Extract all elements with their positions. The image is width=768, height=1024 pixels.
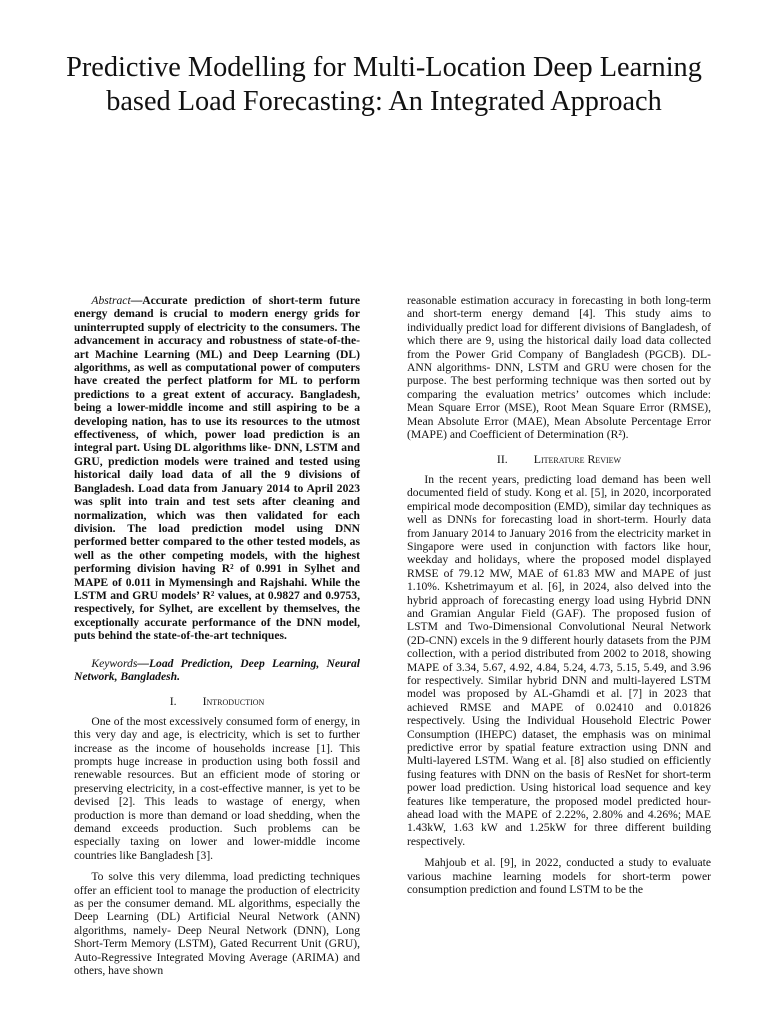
intro-paragraph-2: To solve this very dilemma, load predicting techniques offer an efficient tool to manage the production of electricity as per the consumer demand. ML algorithms, especially the Deep Learning (DL) Artificial Neural Network (ANN) algorithms, namely- Deep Neural Network (DNN), Long Short-Term Memory (LSTM), Gated Recurrent Unit (GRU), Auto-Regressive Integrated Moving Average (ARIMA) and others, have shown: [74, 870, 360, 978]
section-heading-literature-review: [407, 453, 711, 466]
intro-paragraph-1: One of the most excessively consumed form of energy, in this very day and age, is electricity, which is set to further increase as the income of households increase [1]. This prompts huge increase in production using both fossil and renewable resources. But an efficient mode of storing or preserving electricity, in a cost-effective manner, is yet to be devised [2]. This leads to wastage of energy, when production is more than demand or load shedding, when the demand exceeds production. Such problems can be especially taxing on lower and lower-middle income countries like Bangladesh [3].: [74, 714, 360, 862]
section-number: II.: [496, 452, 508, 467]
section-title: Introduction: [202, 694, 265, 709]
left-column: [74, 294, 360, 986]
section-title: Literature Review: [533, 452, 622, 467]
abstract-text: Accurate prediction of short-term future energy demand is crucial to modern energy grids for uninterrupted supply of electricity to the consumers. The advancement in accuracy and robustness of state-of-the-art Machine Learning (ML) and Deep Learning (DL) algorithms, as well as computational power of computers have created the perfect platform for ML to perform predictions to a great extent of accuracy. Bangladesh, being a lower-middle income and still aspiring to be a developing nation, has to use its resources to the utmost effectiveness, of which, power load prediction is an integral part. Using DL algorithms like- DNN, LSTM and GRU, prediction models were trained and tested using historical daily load data of all the 9 divisions of Bangladesh. Load data from January 2014 to April 2023 was split into train and test sets after cleaning and normalization, which was then validated for each division. The load prediction model using DNN performed better compared to the other tested models, as well as the other competing models, with the highest performing division having R² of 0.991 in Sylhet and MAPE of 0.011 in Mymensingh and Rajshahi. While the LSTM and GRU models’ R² values, at 0.9827 and 0.9753, respectively, for Sylhet, are excellent by themselves, the exceptionally accurate performance of the DNN model, puts behind the state-of-the-art techniques.: [74, 294, 360, 643]
keywords-label: Keywords: [91, 656, 138, 670]
keywords-dash: —: [137, 656, 149, 670]
intro-paragraph-2-continued: reasonable estimation accuracy in forecasting in both long-term and short-term energy demand [4]. This study aims to individually predict load for different divisions of Bangladesh, of which there are 9, using the historical daily load data collected from the Power Grid Company of Bangladesh (PGCB). DL-ANN algorithms- DNN, LSTM and GRU were chosen for the purpose. The best performing technique was then sorted out by comparing the evaluation metrics’ outcomes which include: Mean Square Error (MSE), Root Mean Square Error (RMSE), Mean Absolute Error (MAE), Mean Absolute Percentage Error (MAPE) and Coefficient of Determination (R²).: [407, 294, 711, 442]
section-heading-introduction: [74, 695, 360, 708]
lit-paragraph-1: In the recent years, predicting load demand has been well documented field of study. Kong et al. [5], in 2020, incorporated empirical mode decomposition (EMD), similar day techniques as well as DNNs for forecasting load in short-term. Hourly data from January 2014 to January 2016 from the electricity market in Singapore were used in conjunction with factors like hour, weekday and holidays, where the proposed model displayed RMSE of 79.12 MW, MAE of 61.83 MW and MAPE of just 1.10%. Kshetrimayum et al. [6], in 2024, also delved into the hybrid approach of forecasting energy load using Hybrid DNN and Gramian Angular Field (GAF). The proposed fusion of LSTM and Two-Dimensional Convolutional Neural Network (2D-CNN) excels in the 9 different hourly datasets from the PJM collection, with a period distributed from 2002 to 2018, showing MAPE of 3.34, 5.67, 4.92, 4.84, 5.24, 4.73, 5.15, 5.49, and 3.96 for respectively. Similar hybrid DNN and multi-layered LSTM model was proposed by AL-Ghamdi et al. [7] in 2023 that achieved RMSE and MAPE of 0.02410 and 0.01826 respectively. Using the Individual Household Electric Power Consumption (IHEPC) dataset, the emphasis was on minimal predictive error by spatial feature extraction using DNN and Multi-layered LSTM. Wang et al. [8] also studied on efficiently fusing features with DNN on the basis of ResNet for short-term power load prediction. Using historical load sequence and key features like temperature, the proposed model predicted hour-ahead load with the MAPE of 2.22%, 2.80% and 4.26%; MAE 1.43kW, 1.63 kW and 1.25kW for three different building respectively.: [407, 472, 711, 848]
keywords-paragraph: [74, 657, 360, 684]
paper-title: Predictive Modelling for Multi-Location Deep Learning based Load Forecasting: An Integrated Approach: [66, 52, 702, 117]
introduction-section: [74, 695, 360, 977]
right-column: [407, 294, 711, 904]
section-number: I.: [169, 694, 177, 709]
keywords-text: Load Prediction, Deep Learning, Neural Network, Bangladesh.: [74, 656, 360, 683]
lit-paragraph-2: Mahjoub et al. [9], in 2022, conducted a study to evaluate various machine learning models for short-term power consumption prediction and found LSTM to be the: [407, 856, 711, 897]
abstract-label: Abstract: [91, 294, 131, 307]
abstract-paragraph: [74, 294, 360, 643]
abstract-dash: —: [130, 294, 143, 307]
